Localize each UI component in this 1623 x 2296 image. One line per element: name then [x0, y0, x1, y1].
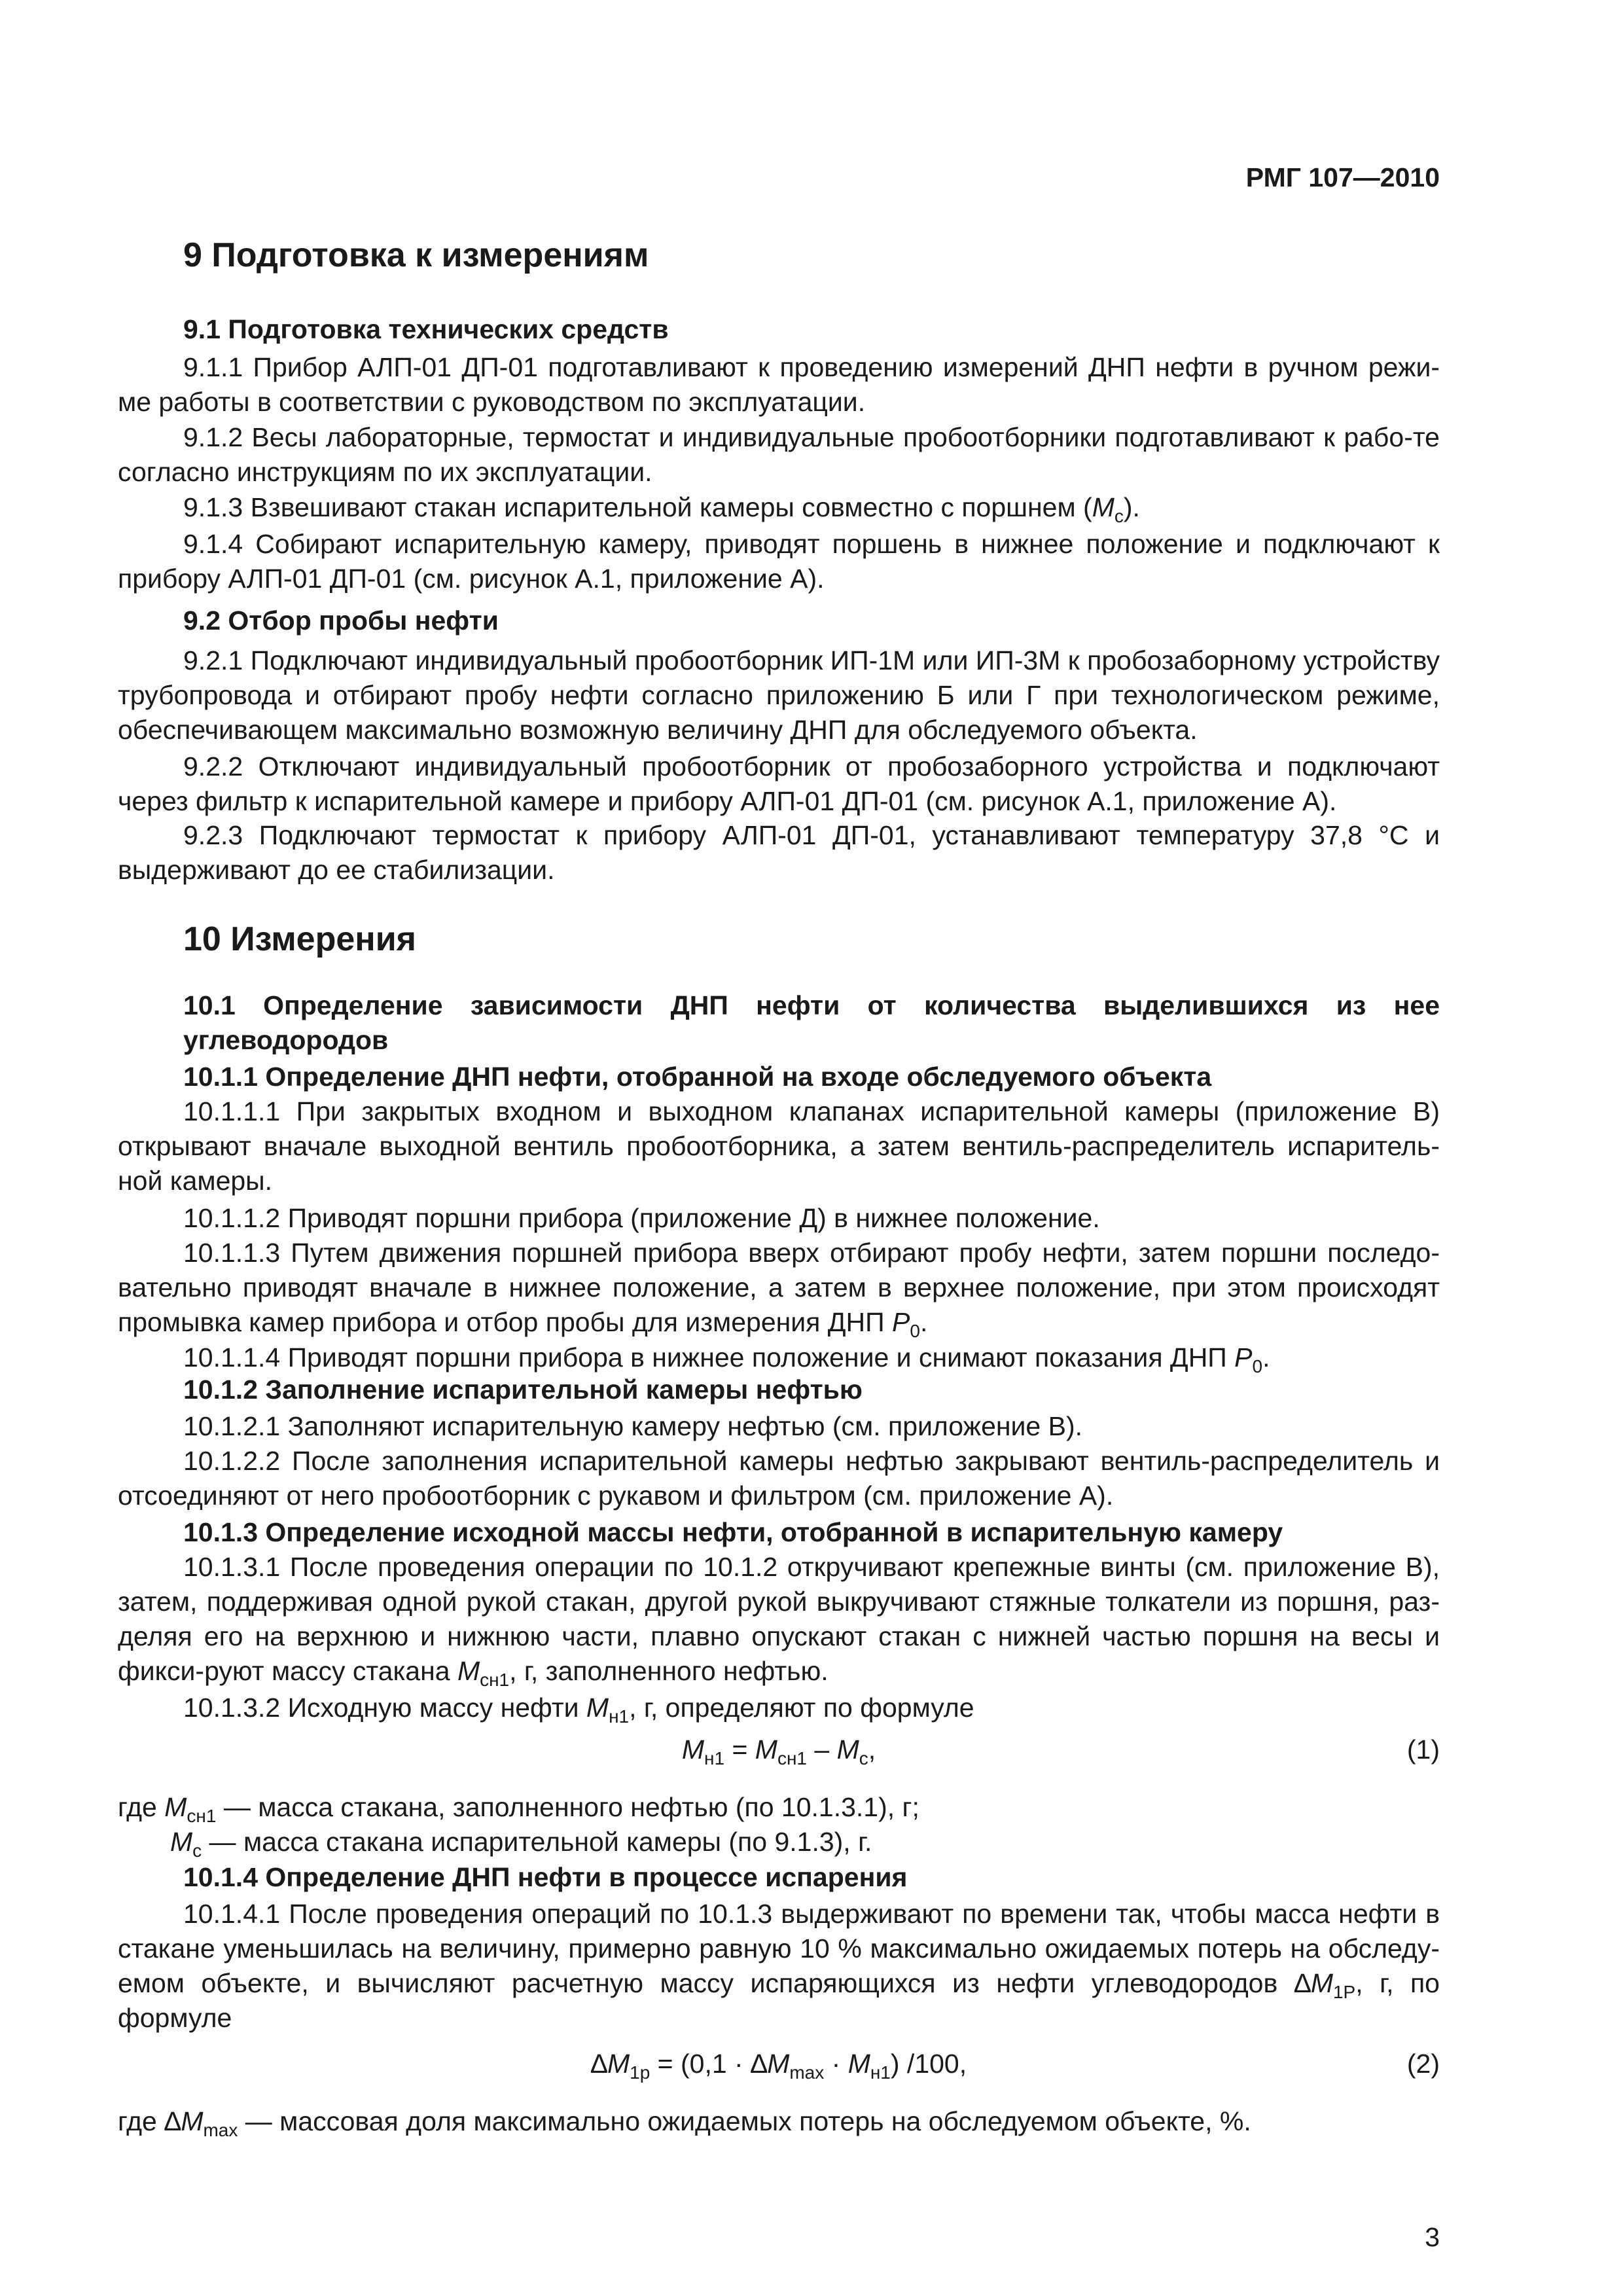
formula-1-legend — [118, 1790, 1440, 1859]
paragraph-10-1-4-1: 10.1.4.1 После проведения операций по 10.1.3 выдерживают по времени так, чтобы масса нефти в стакане уменьшилась на величину, примерно равную 10 % максимально ожидаемых потерь на обследу-емом объекте, и вычисляют расчетную массу испаряющихся из нефти углеводородов $\Delta M_{1P}$, г, по формуле — [118, 1899, 1440, 2033]
paragraph-10-1-1-3: 10.1.1.3 Путем движения поршней прибора вверх отбирают пробу нефти, затем поршни последо-вательно приводят вначале в нижнее положение, а затем в верхнее положение, при этом происходят промывка камер прибора и отбор пробы для измерения ДНП $P_0$. — [118, 1238, 1440, 1342]
formula-2-number: (2) — [1406, 2049, 1440, 2079]
paragraph-10-1-2-1: 10.1.2.1 Заполняют испарительную камеру нефтью (см. приложение В). — [183, 1411, 1083, 1441]
paragraph-9-1-2: 9.1.2 Весы лабораторные, термостат и индивидуальные пробоотборники подготавливают к рабо-те согласно инструкциям по их эксплуатации. — [118, 422, 1440, 487]
section-9-heading: 9 Подготовка к измерениям — [183, 236, 649, 274]
paragraph-10-1-1-1: 10.1.1.1 При закрытых входном и выходном клапанах испарительной камеры (приложение В) открывают вначале выходной вентиль пробоотборника, а затем вентиль-распределитель испаритель-ной камеры. — [118, 1096, 1440, 1196]
paragraph-9-1-4: 9.1.4 Собирают испарительную камеру, приводят поршень в нижнее положение и подключают к прибору АЛП-01 ДП-01 (см. рисунок А.1, приложение А). — [118, 529, 1440, 594]
paragraph-10-1-3-1: 10.1.3.1 После проведения операции по 10.1.2 откручивают крепежные винты (см. приложение В), затем, поддерживая одной рукой стакан, другой рукой выкручивают стяжные толкатели из поршня, раз-деляя его на верхнюю и нижнюю части, плавно опускают стакан с нижней частью поршня на весы и фикси-руют массу стакана $M_{сн1}$, г, заполненного нефтью. — [118, 1552, 1440, 1691]
paragraph-9-1-3: 9.1.3 Взвешивают стакан испарительной камеры совместно с поршнем $(M_с)$. — [183, 492, 1140, 527]
subsection-10-1-2-heading: 10.1.2 Заполнение испарительной камеры нефтью — [183, 1374, 863, 1405]
paragraph-9-2-1: 9.2.1 Подключают индивидуальный пробоотборник ИП-1М или ИП-3М к пробозаборному устройству трубопровода и отбирают пробу нефти согласно приложению Б или Г при технологическом режиме, обеспечивающем максимально возможную величину ДНП для обследуемого объекта. — [118, 645, 1440, 745]
subsection-10-1-heading: 10.1 Определение зависимости ДНП нефти от количества выделившихся из нее углеводородов — [183, 990, 1440, 1055]
subsection-10-1-1-heading: 10.1.1 Определение ДНП нефти, отобранной на входе обследуемого объекта — [183, 1062, 1212, 1092]
subsection-9-1-heading: 9.1 Подготовка технических средств — [183, 314, 669, 344]
legend-line-2: $M_с$ — масса стакана испарительной камеры (по 9.1.3), г. — [170, 1827, 872, 1861]
formula-2 — [118, 2049, 1440, 2083]
paragraph-9-2-3: 9.2.3 Подключают термостат к прибору АЛП-01 ДП-01, устанавливают температуру 37,8 °С и выдерживают до ее стабилизации. — [118, 820, 1440, 885]
formula-1 — [118, 1734, 1440, 1769]
subsection-10-1-4-heading: 10.1.4 Определение ДНП нефти в процессе испарения — [183, 1862, 908, 1892]
paragraph-10-1-2-2: 10.1.2.2 После заполнения испарительной камеры нефтью закрывают вентиль-распределитель и отсоединяют от него пробоотборник с рукавом и фильтром (см. приложение А). — [118, 1446, 1440, 1511]
document-id: РМГ 107—2010 — [1245, 162, 1440, 192]
paragraph-10-1-1-2: 10.1.1.2 Приводят поршни прибора (приложение Д) в нижнее положение. — [183, 1203, 1100, 1233]
legend-line-1: где $M_{сн1}$ — масса стакана, заполненного нефтью (по 10.1.3.1), г; — [118, 1792, 919, 1827]
paragraph-9-2-2: 9.2.2 Отключают индивидуальный пробоотборник от пробозаборного устройства и подключают через фильтр к испарительной камере и прибору АЛП-01 ДП-01 (см. рисунок А.1, приложение А). — [118, 751, 1440, 816]
paragraph-10-1-3-2: 10.1.3.2 Исходную массу нефти $M_{н1}$, г, определяют по формуле — [183, 1693, 974, 1727]
paragraph-10-1-1-4: 10.1.1.4 Приводят поршни прибора в нижнее положение и снимают показания ДНП $P_0$. — [183, 1342, 1270, 1377]
page-number: 3 — [1425, 2222, 1440, 2252]
formula-2-expression: $\Delta M_{1р} = (0,1 \cdot \Delta M_{max} \cdot M_{н1})$ /100, — [590, 2049, 967, 2083]
section-10-heading: 10 Измерения — [183, 920, 417, 958]
formula-2-legend: где $\Delta M_{max}$ — массовая доля максимально ожидаемых потерь на обследуемом объекте, %. — [118, 2106, 1251, 2141]
formula-1-number: (1) — [1406, 1734, 1440, 1765]
subsection-10-1-3-heading: 10.1.3 Определение исходной массы нефти, отобранной в испарительную камеру — [183, 1517, 1283, 1547]
paragraph-9-1-1: 9.1.1 Прибор АЛП-01 ДП-01 подготавливают к проведению измерений ДНП нефти в ручном режи-ме работы в соответствии с руководством по эксплуатации. — [118, 352, 1440, 417]
subsection-9-2-heading: 9.2 Отбор пробы нефти — [183, 605, 499, 636]
formula-1-expression: $M_{н1} = M_{сн1} - M_с$, — [681, 1734, 876, 1769]
